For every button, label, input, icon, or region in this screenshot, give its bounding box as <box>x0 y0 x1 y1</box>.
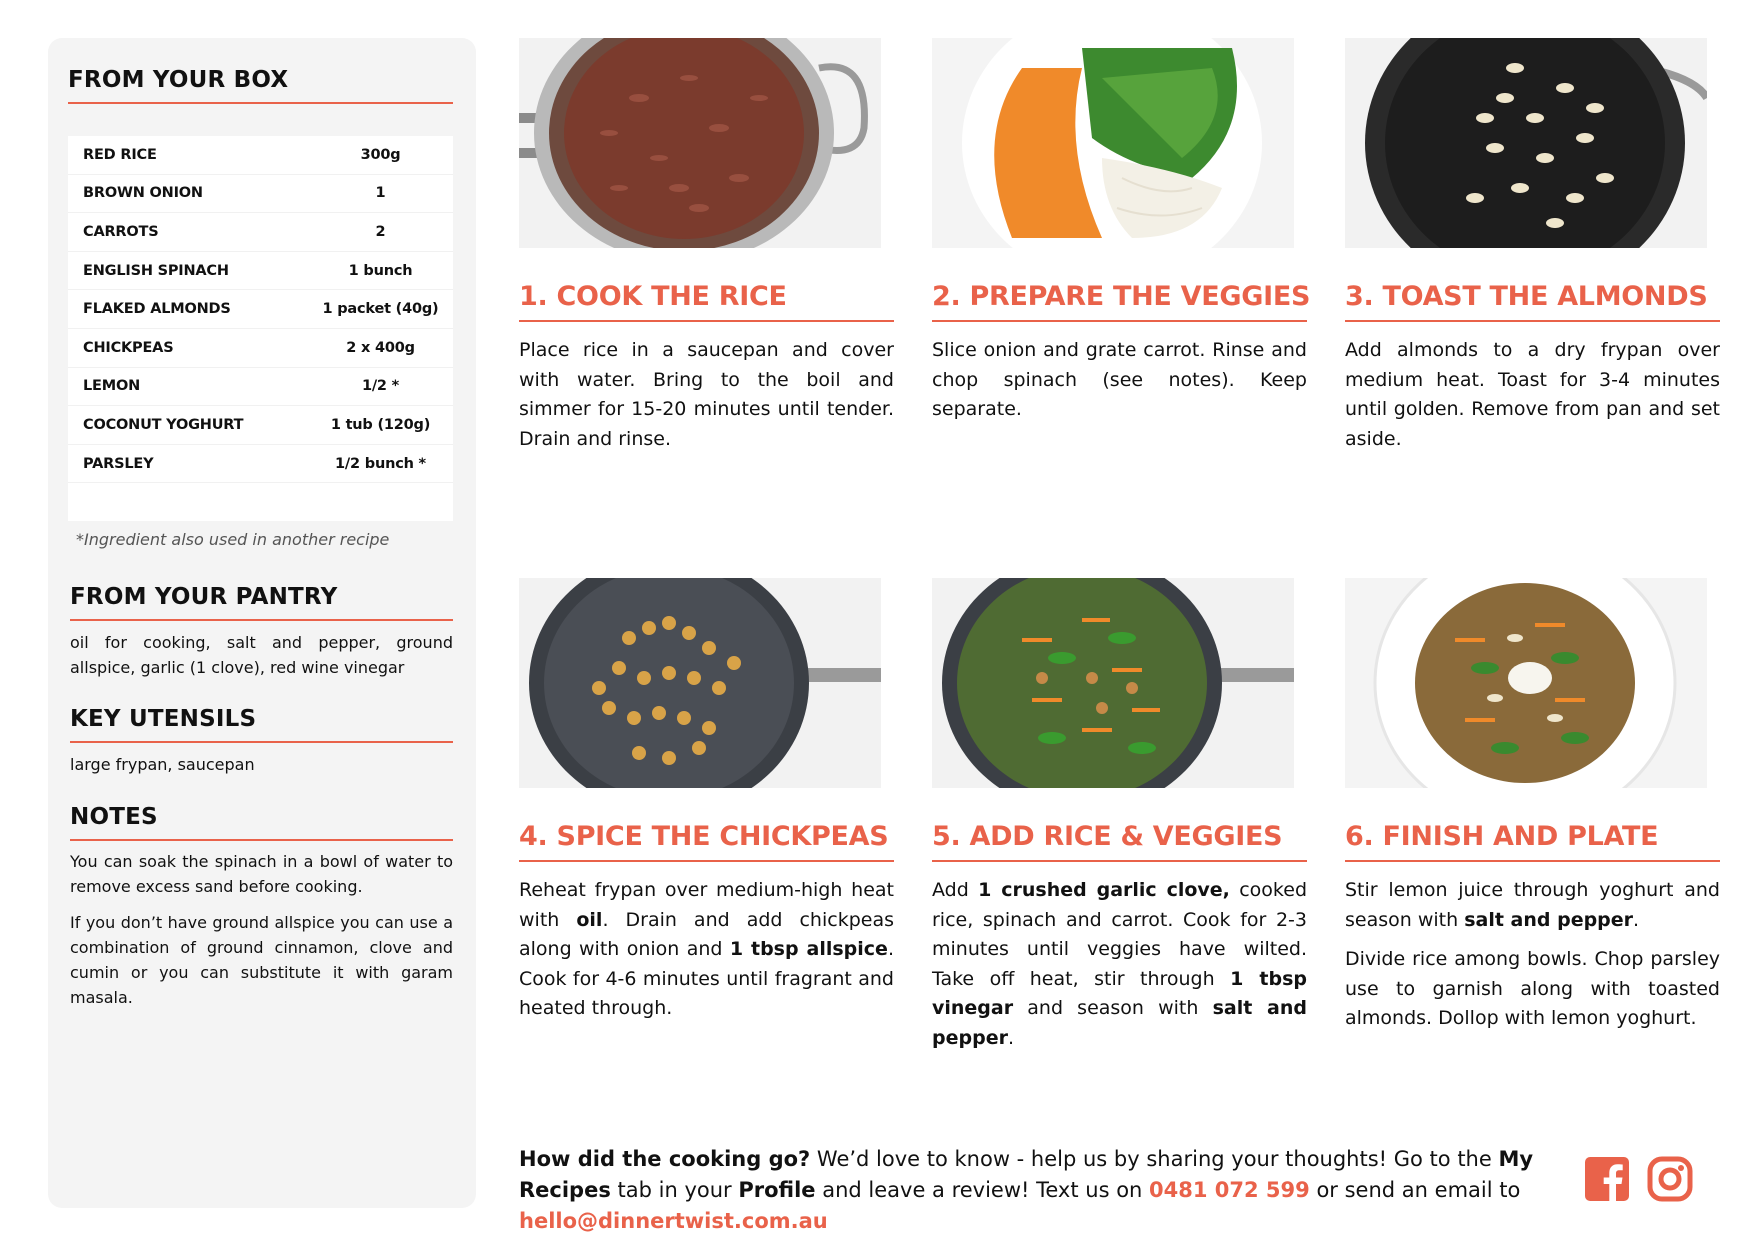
step-4-image <box>519 578 881 788</box>
ingredient-row <box>68 290 453 329</box>
notes-rule <box>70 839 453 841</box>
text-span: Reheat frypan over medium-high heat with <box>519 879 894 931</box>
ingredient-row <box>68 445 453 484</box>
ingredient-row <box>68 175 453 214</box>
step-5-title: 5. ADD RICE & VEGGIES <box>932 821 1283 852</box>
ingredient-qty: 1 tub (120g) <box>330 416 431 433</box>
step-6-rule <box>1345 860 1720 862</box>
ingredient-name: COCONUT YOGHURT <box>83 416 244 433</box>
step-5-image <box>932 578 1294 788</box>
step-4-rule <box>519 860 894 862</box>
step-2-image <box>932 38 1294 248</box>
utensils-title: KEY UTENSILS <box>70 706 257 732</box>
step-6-image <box>1345 578 1707 788</box>
text-span: and leave a review! Text us on <box>815 1178 1150 1202</box>
step-5-rule <box>932 860 1307 862</box>
utensils-text: large frypan, saucepan <box>70 755 255 774</box>
utensils-rule <box>70 741 453 743</box>
text-span: . <box>1007 1026 1014 1049</box>
text-span: . Cook for 4-6 minutes until fragrant and heated through. <box>519 938 894 1019</box>
step-2-text <box>932 336 1307 425</box>
ingredient-row <box>68 136 453 175</box>
step-4-text <box>519 876 894 1024</box>
step-1-rule <box>519 320 894 322</box>
step-3-paragraph: Add almonds to a dry frypan over medium heat. Toast for 3-4 minutes until golden. Remove from pan and set aside. <box>1345 339 1720 450</box>
ingredient-row <box>68 406 453 445</box>
note-1: You can soak the spinach in a bowl of water to remove excess sand before cooking. <box>70 852 453 896</box>
step-2-rule <box>932 320 1307 322</box>
ingredient-name: CARROTS <box>83 223 159 240</box>
step-3-text <box>1345 336 1720 454</box>
step-6-paragraph-1 <box>1345 876 1720 935</box>
step-4-paragraph <box>519 876 894 1024</box>
review-footer <box>519 1144 1579 1237</box>
ingredient-name: BROWN ONION <box>83 185 203 202</box>
step-6-text <box>1345 876 1720 1034</box>
step-5-text <box>932 876 1307 1053</box>
ingredient-row <box>68 368 453 407</box>
facebook-icon[interactable] <box>1583 1155 1631 1203</box>
ingredient-qty: 1/2 * <box>361 378 400 395</box>
ingredient-row <box>68 252 453 291</box>
bold-text: salt and pepper <box>1464 908 1634 931</box>
pantry-text: oil for cooking, salt and pepper, ground allspice, garlic (1 clove), red wine vinegar <box>70 633 453 677</box>
footnote: *Ingredient also used in another recipe <box>76 530 390 549</box>
text-span: . Drain and add chickpeas along with onion and <box>519 908 894 960</box>
ingredient-qty: 1 packet (40g) <box>322 301 439 318</box>
ingredients-table <box>68 136 453 521</box>
text-span: We’d love to know - help us by sharing your thoughts! Go to the <box>810 1147 1499 1171</box>
bold-text: salt and pepper <box>932 997 1307 1049</box>
text-span: Stir lemon juice through yoghurt and season with <box>1345 879 1720 931</box>
ingredient-row-empty <box>68 483 453 521</box>
ingredients-sidebar <box>48 38 476 1208</box>
bold-text: oil <box>576 908 603 931</box>
step-5-paragraph <box>932 876 1307 1053</box>
step-3-title: 3. TOAST THE ALMONDS <box>1345 281 1708 312</box>
review-question: How did the cooking go? <box>519 1147 811 1171</box>
text-span: and season with <box>1013 997 1213 1019</box>
bold-text: 1 tbsp vinegar <box>932 967 1307 1019</box>
box-title-rule <box>68 102 453 104</box>
step-6-title: 6. FINISH AND PLATE <box>1345 821 1659 852</box>
ingredient-row <box>68 329 453 368</box>
step-3-image <box>1345 38 1707 248</box>
step-2-paragraph: Slice onion and grate carrot. Rinse and chop spinach (see notes). Keep separate. <box>932 339 1307 420</box>
step-1-title: 1. COOK THE RICE <box>519 281 787 312</box>
instagram-icon[interactable] <box>1646 1155 1694 1203</box>
bold-text: 1 crushed garlic clove, <box>978 879 1230 901</box>
ingredient-row <box>68 213 453 252</box>
ingredient-qty: 1 bunch <box>348 262 413 279</box>
ingredient-qty: 2 <box>375 223 386 240</box>
ingredient-name: CHICKPEAS <box>83 339 174 356</box>
step-6-paragraph-2: Divide rice among bowls. Chop parsley use to garnish along with toasted almonds. Dollop with lemon yoghurt. <box>1345 948 1720 1029</box>
step-4-title: 4. SPICE THE CHICKPEAS <box>519 821 889 852</box>
box-title: FROM YOUR BOX <box>68 67 289 93</box>
pantry-title: FROM YOUR PANTRY <box>70 584 338 610</box>
step-3-rule <box>1345 320 1720 322</box>
ingredient-name: FLAKED ALMONDS <box>83 301 231 318</box>
ingredient-name: ENGLISH SPINACH <box>83 262 229 279</box>
ingredient-name: RED RICE <box>83 146 157 163</box>
step-2-title: 2. PREPARE THE VEGGIES <box>932 281 1311 312</box>
text-span: tab in your <box>610 1178 739 1202</box>
notes-title: NOTES <box>70 804 158 830</box>
text-span: cooked rice, spinach and carrot. Cook for 2-3 minutes until veggies have wilted. Take off heat, stir through <box>932 879 1307 990</box>
step-1-image <box>519 38 881 248</box>
ingredient-qty: 300g <box>360 146 401 163</box>
step-1-paragraph: Place rice in a saucepan and cover with water. Bring to the boil and simmer for 15-20 minutes until tender. Drain and rinse. <box>519 339 894 450</box>
ingredient-name: PARSLEY <box>83 455 154 472</box>
step-1-text <box>519 336 894 454</box>
ingredient-qty: 1 <box>375 185 386 202</box>
phone-link[interactable]: 0481 072 599 <box>1149 1178 1310 1202</box>
ingredient-name: LEMON <box>83 378 141 395</box>
ingredient-qty: 1/2 bunch * <box>335 455 426 472</box>
text-span: Add <box>932 879 979 901</box>
bold-text: 1 tbsp allspice <box>729 938 888 960</box>
pantry-rule <box>70 619 453 621</box>
text-span: or send an email to <box>1309 1178 1521 1202</box>
my-recipes-link[interactable]: My Recipes <box>519 1147 1534 1202</box>
text-span: . <box>1633 908 1640 931</box>
ingredient-qty: 2 x 400g <box>346 339 415 356</box>
profile-link[interactable]: Profile <box>738 1178 816 1202</box>
note-2: If you don’t have ground allspice you can use a combination of ground cinnamon, clove and cumin or you can substitute it with garam masala. <box>70 913 453 1007</box>
email-link[interactable]: hello@dinnertwist.com.au <box>519 1209 828 1233</box>
